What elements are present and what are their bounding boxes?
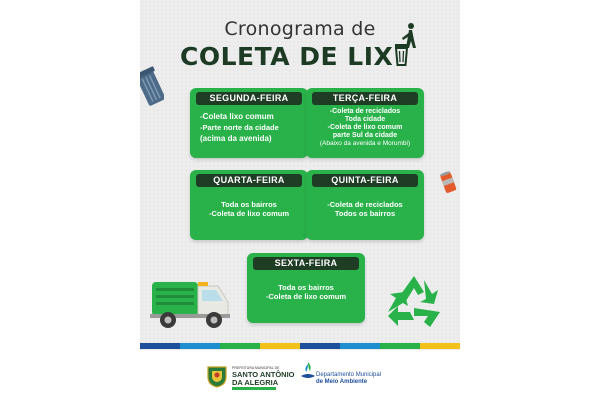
card-line: -Coleta de lixo comum	[327, 124, 403, 131]
day-label: SEGUNDA-FEIRA	[196, 92, 302, 105]
city-underline	[232, 387, 276, 390]
card-line: parte Sul da cidade	[332, 132, 398, 139]
card-line: -Coleta de lixo comum	[208, 209, 289, 218]
department-line2: de Meio Ambiente	[316, 379, 368, 385]
trash-bin-icon	[140, 66, 164, 110]
card-text	[306, 187, 424, 218]
card-line: -Parte norte da cidade	[200, 123, 279, 132]
schedule-poster	[140, 0, 460, 400]
day-label: QUINTA-FEIRA	[312, 174, 418, 187]
department-logo-icon	[300, 360, 316, 382]
recycle-icon	[384, 272, 444, 330]
prefeitura-label: PREFEITURA MUNICIPAL DE	[232, 366, 280, 370]
card-line: -Coleta de reciclados	[327, 200, 403, 209]
department-line1: Departamento Municipal	[316, 372, 382, 378]
card-note: (Abaixo da avenida e Morumbi)	[319, 140, 411, 147]
day-label: TERÇA-FEIRA	[312, 92, 418, 105]
poster-title: COLETA DE LIX	[180, 42, 394, 71]
day-label: QUARTA-FEIRA	[196, 174, 302, 187]
schedule-card-segunda	[190, 88, 308, 158]
card-line: Toda os bairros	[221, 200, 277, 209]
schedule-card-quarta	[190, 170, 308, 240]
card-line: -Coleta lixo comum	[200, 112, 274, 121]
city-name-line2: DA ALEGRIA	[232, 378, 279, 387]
color-stripes	[140, 343, 460, 349]
coat-of-arms-icon	[206, 364, 228, 388]
card-line: Toda os bairros	[278, 283, 334, 292]
schedule-card-terca	[306, 88, 424, 158]
poster-subtitle: Cronograma de	[224, 18, 376, 40]
card-line: (acima da avenida)	[200, 134, 272, 143]
card-line: -Coleta de reciclados	[329, 108, 401, 115]
city-name-line1: SANTO ANTÔNIO	[232, 370, 295, 379]
schedule-card-quinta	[306, 170, 424, 240]
day-label: SEXTA-FEIRA	[253, 257, 359, 270]
card-text	[247, 270, 365, 301]
trash-person-icon	[392, 22, 420, 66]
card-line: -Coleta de lixo comum	[265, 292, 346, 301]
schedule-card-sexta	[247, 253, 365, 323]
card-text	[190, 105, 308, 144]
card-line: Todos os bairros	[334, 209, 396, 218]
card-text	[190, 187, 308, 218]
poster-footer	[140, 350, 460, 400]
card-line: Toda cidade	[344, 116, 386, 123]
card-text	[306, 105, 424, 148]
can-icon	[440, 170, 458, 196]
garbage-truck-icon	[148, 268, 234, 332]
